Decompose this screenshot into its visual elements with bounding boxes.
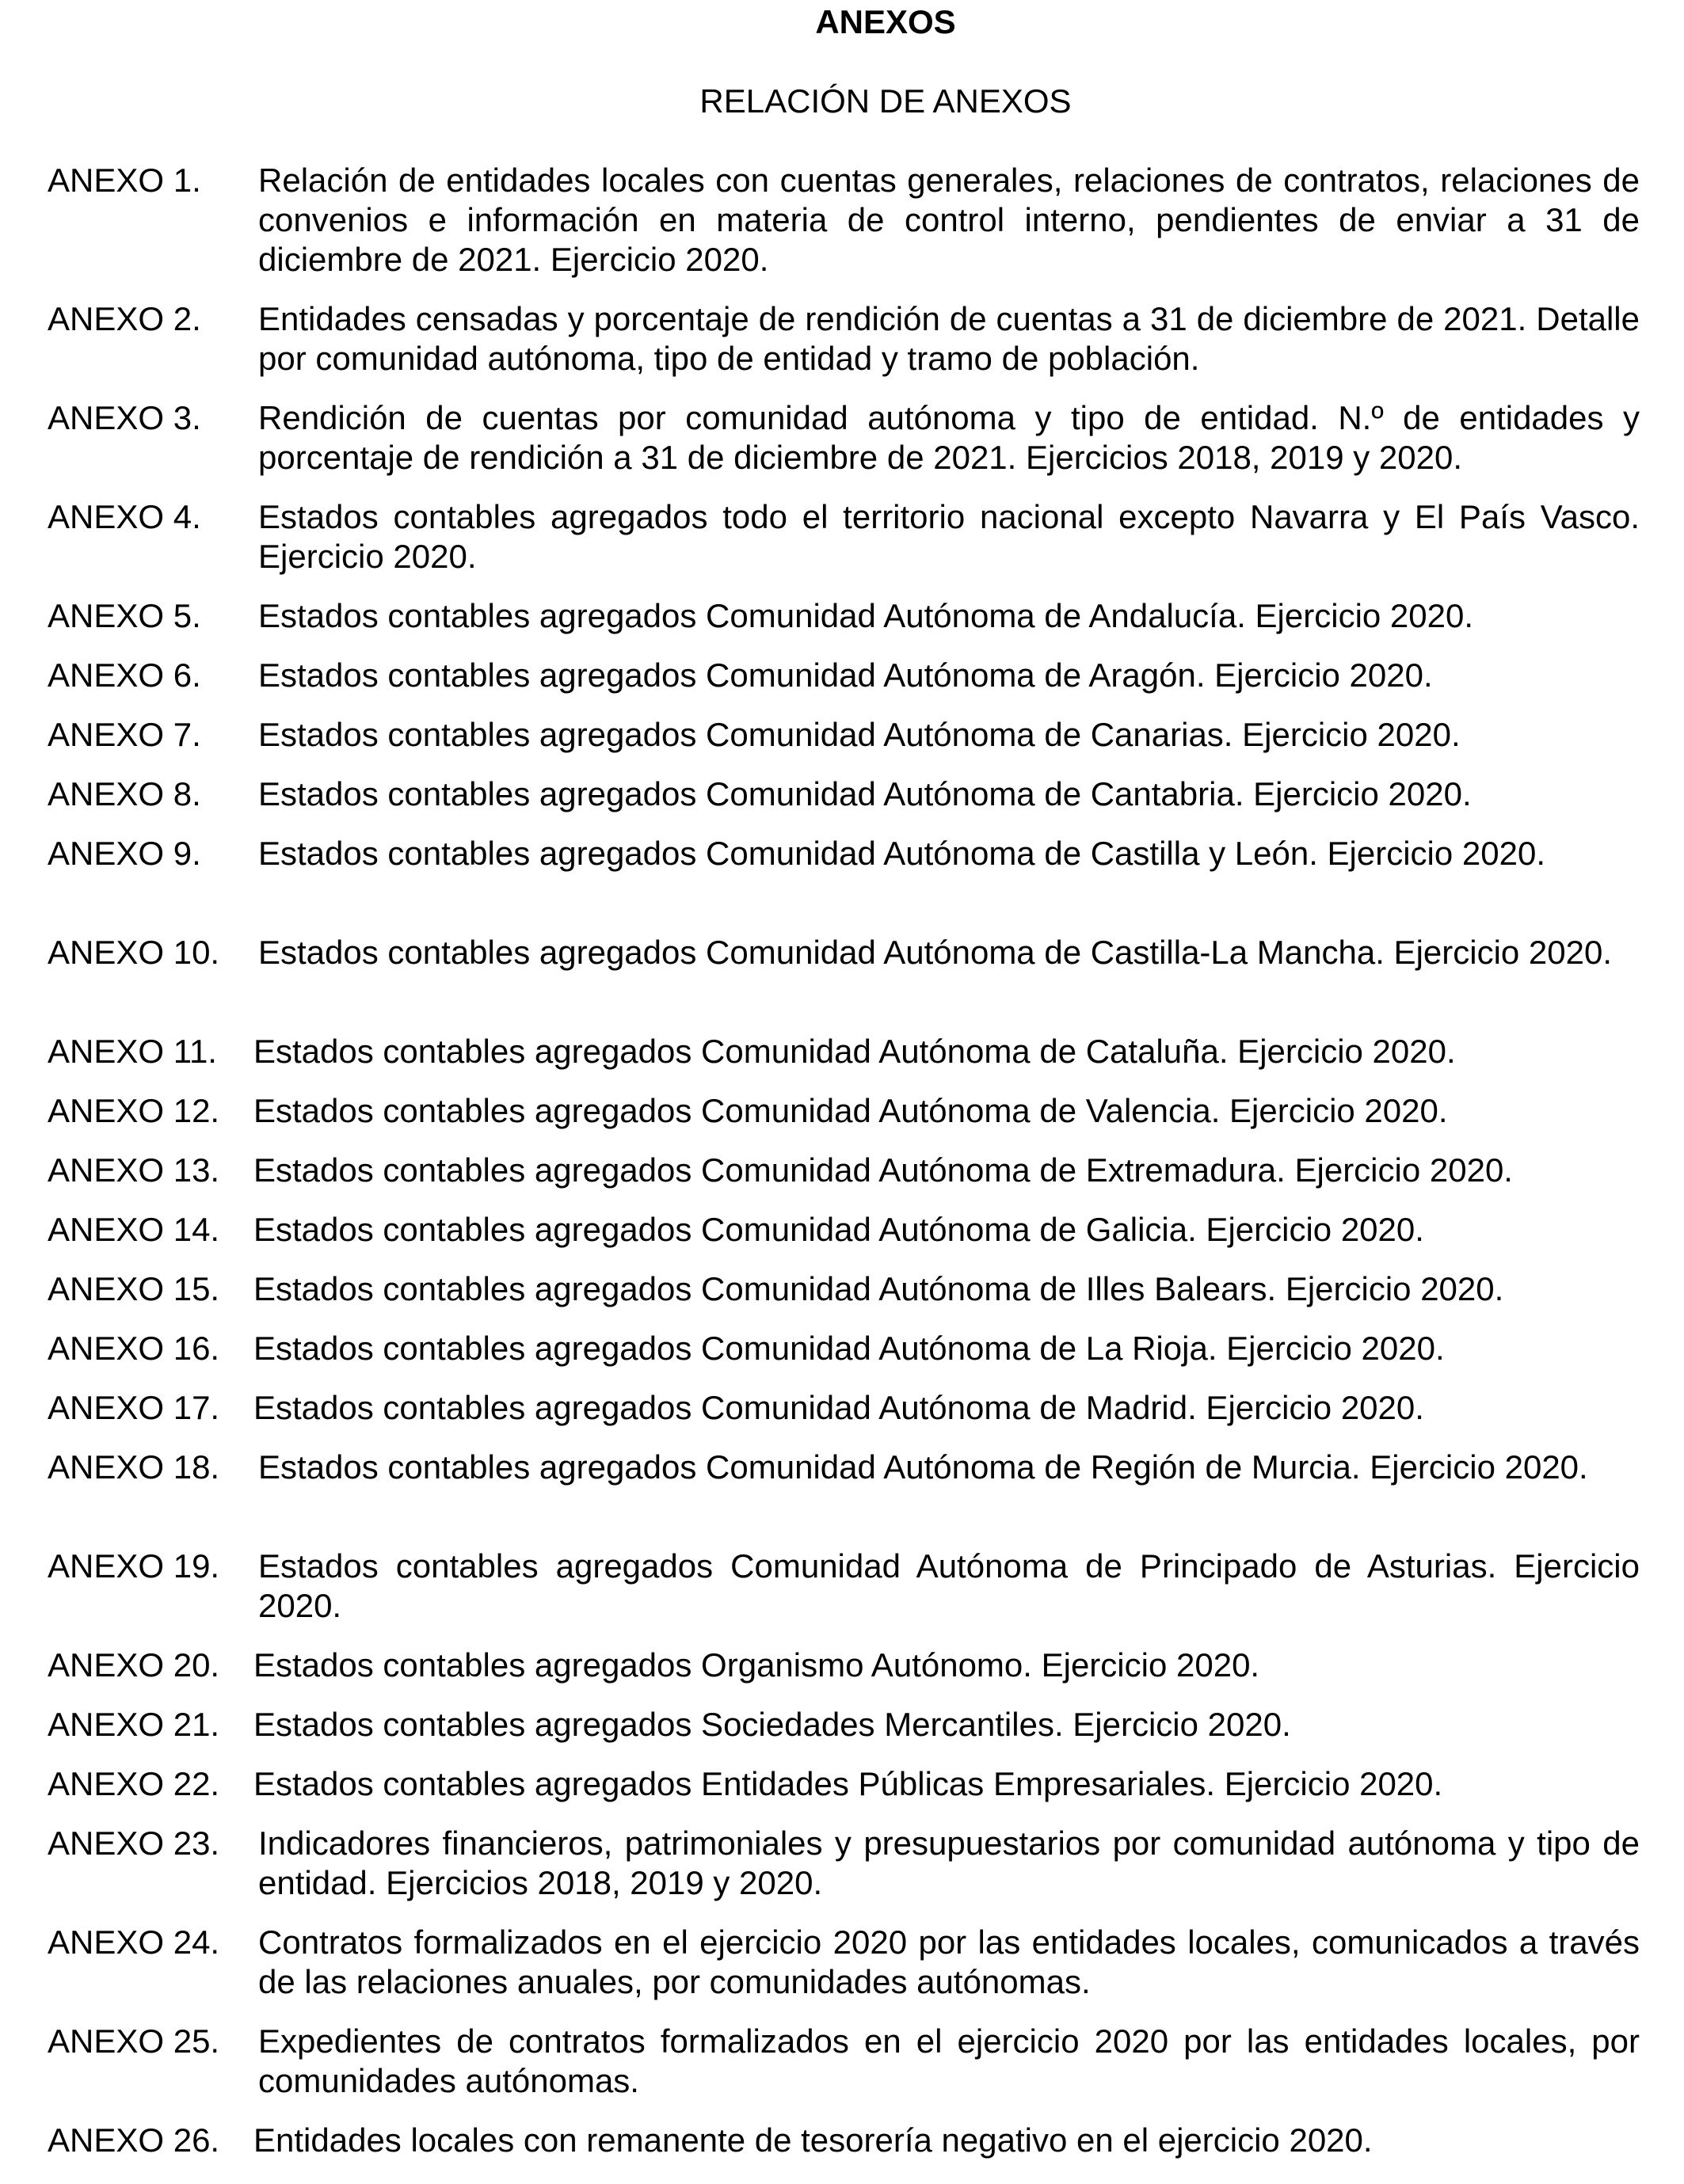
annex-label: ANEXO 24.	[48, 1923, 220, 1961]
annex-item	[48, 1764, 1640, 1804]
annex-item	[48, 1329, 1640, 1368]
annex-label: ANEXO 1.	[48, 162, 201, 199]
annex-item	[48, 1824, 1640, 1903]
annex-item	[48, 715, 1640, 755]
annex-label: ANEXO 2.	[48, 300, 201, 337]
annex-label: ANEXO 5.	[48, 597, 201, 634]
annex-item	[48, 933, 1640, 1012]
annex-item	[48, 774, 1640, 814]
annex-description: Estados contables agregados Sociedades Mercantiles. Ejercicio 2020.	[253, 1706, 1291, 1743]
annex-item	[48, 1210, 1640, 1250]
annex-description: Contratos formalizados en el ejercicio 2020 por las entidades locales, comunicados a través de las relaciones anuales, por comunidades autónomas.	[258, 1923, 1640, 2000]
page-subtitle: RELACIÓN DE ANEXOS	[699, 82, 1072, 120]
annex-label: ANEXO 4.	[48, 498, 201, 535]
annex-label: ANEXO 14.	[48, 1211, 220, 1248]
annex-label: ANEXO 8.	[48, 775, 201, 812]
annex-label: ANEXO 3.	[48, 399, 201, 436]
annex-item	[48, 1705, 1640, 1745]
annex-item	[48, 1091, 1640, 1131]
annex-label: ANEXO 11.	[48, 1033, 217, 1070]
annex-description: Entidades censadas y porcentaje de rendición de cuentas a 31 de diciembre de 2021. Detalle por comunidad autónoma, tipo de entidad y tramo de población.	[258, 300, 1640, 377]
annex-label: ANEXO 25.	[48, 2022, 220, 2060]
annex-label: ANEXO 26.	[48, 2121, 220, 2159]
annex-label: ANEXO 7.	[48, 716, 201, 753]
annex-description: Rendición de cuentas por comunidad autónoma y tipo de entidad. N.º de entidades y porcentaje de rendición a 31 de diciembre de 2021. Ejercicios 2018, 2019 y 2020.	[258, 399, 1640, 476]
annex-label: ANEXO 12.	[48, 1092, 220, 1129]
annex-description: Estados contables agregados Comunidad Autónoma de Valencia. Ejercicio 2020.	[253, 1092, 1448, 1129]
annex-item	[48, 1646, 1640, 1685]
annex-description: Relación de entidades locales con cuentas generales, relaciones de contratos, relaciones de convenios e información en materia de control interno, pendientes de enviar a 31 de diciembre de 2021. Ejercicio 2020.	[258, 162, 1640, 278]
annex-label: ANEXO 18.	[48, 1448, 220, 1486]
annex-item	[48, 1151, 1640, 1190]
annex-description: Estados contables agregados Comunidad Autónoma de Madrid. Ejercicio 2020.	[253, 1389, 1424, 1426]
annex-label: ANEXO 17.	[48, 1389, 220, 1426]
annex-item	[48, 596, 1640, 636]
annex-description: Estados contables agregados Comunidad Autónoma de Región de Murcia. Ejercicio 2020.	[258, 1448, 1588, 1486]
annex-item	[48, 497, 1640, 576]
annex-description: Estados contables agregados Comunidad Autónoma de Andalucía. Ejercicio 2020.	[258, 597, 1474, 634]
annex-description: Entidades locales con remanente de tesorería negativo en el ejercicio 2020.	[253, 2121, 1373, 2159]
annex-description: Estados contables agregados Comunidad Autónoma de Extremadura. Ejercicio 2020.	[253, 1151, 1513, 1189]
annex-label: ANEXO 15.	[48, 1270, 220, 1307]
annex-item	[48, 2022, 1640, 2101]
annex-label: ANEXO 13.	[48, 1151, 220, 1189]
annex-item	[48, 1269, 1640, 1309]
annex-label: ANEXO 16.	[48, 1330, 220, 1367]
annex-item	[48, 1388, 1640, 1428]
annex-description: Estados contables agregados Comunidad Autónoma de La Rioja. Ejercicio 2020.	[253, 1330, 1445, 1367]
annex-label: ANEXO 10.	[48, 934, 220, 971]
annex-description: Estados contables agregados Comunidad Autónoma de Aragón. Ejercicio 2020.	[258, 656, 1433, 694]
annex-label: ANEXO 22.	[48, 1765, 220, 1802]
annex-description: Expedientes de contratos formalizados en el ejercicio 2020 por las entidades locales, por comunidades autónomas.	[258, 2022, 1640, 2099]
annex-label: ANEXO 21.	[48, 1706, 220, 1743]
annex-description: Estados contables agregados Comunidad Autónoma de Principado de Asturias. Ejercicio 2020.	[258, 1547, 1640, 1624]
annex-description: Estados contables agregados Comunidad Autónoma de Illes Balears. Ejercicio 2020.	[253, 1270, 1504, 1307]
annex-description: Estados contables agregados todo el territorio nacional excepto Navarra y El País Vasco. Ejercicio 2020.	[258, 498, 1640, 575]
annex-item	[48, 2121, 1640, 2160]
annex-label: ANEXO 20.	[48, 1646, 220, 1684]
annex-description: Estados contables agregados Comunidad Autónoma de Castilla-La Mancha. Ejercicio 2020.	[258, 934, 1613, 971]
annex-item	[48, 834, 1640, 913]
page-title: ANEXOS	[815, 3, 956, 40]
annex-item	[48, 398, 1640, 478]
annex-description: Estados contables agregados Comunidad Autónoma de Cantabria. Ejercicio 2020.	[258, 775, 1472, 812]
annex-description: Estados contables agregados Comunidad Autónoma de Cataluña. Ejercicio 2020.	[253, 1033, 1456, 1070]
annex-list	[48, 161, 1640, 2180]
annex-description: Estados contables agregados Comunidad Autónoma de Castilla y León. Ejercicio 2020.	[258, 835, 1546, 872]
annex-description: Estados contables agregados Comunidad Autónoma de Galicia. Ejercicio 2020.	[253, 1211, 1424, 1248]
annex-label: ANEXO 23.	[48, 1824, 220, 1862]
annex-description: Estados contables agregados Comunidad Autónoma de Canarias. Ejercicio 2020.	[258, 716, 1461, 753]
annex-label: ANEXO 19.	[48, 1547, 220, 1585]
annex-label: ANEXO 6.	[48, 656, 201, 694]
annex-item	[48, 1448, 1640, 1527]
annex-description: Indicadores financieros, patrimoniales y presupuestarios por comunidad autónoma y tipo de entidad. Ejercicios 2018, 2019 y 2020.	[258, 1824, 1640, 1901]
annex-description: Estados contables agregados Organismo Autónomo. Ejercicio 2020.	[253, 1646, 1260, 1684]
annex-item	[48, 1032, 1640, 1071]
annex-label: ANEXO 9.	[48, 835, 201, 872]
annex-item	[48, 1923, 1640, 2002]
annex-item	[48, 656, 1640, 695]
annex-description: Estados contables agregados Entidades Públicas Empresariales. Ejercicio 2020.	[253, 1765, 1443, 1802]
annex-item	[48, 299, 1640, 379]
annex-item	[48, 161, 1640, 280]
annex-item	[48, 1547, 1640, 1626]
